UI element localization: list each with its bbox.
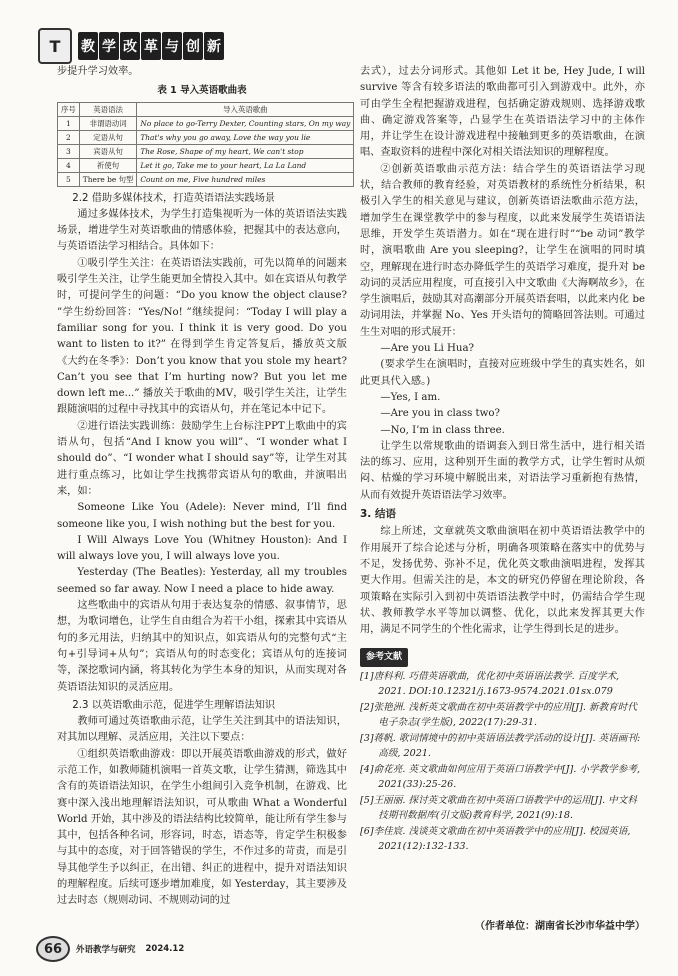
paragraph: ①吸引学生关注：在英语语法实践前，可先以简单的问题来吸引学生关注，让学生能更加全情投入其中。如在宾语从句教学时，可提问学生的问题：“Do you know the object clause? ”学生纷纷回答：“Yes/No! ”继续提问：“Today I will play a familiar song for you. I think it is very good. Do you want to listen to it?” 在得到学生肯定答复后，播放英文版《大约在冬季》：Don’t you know that you stole my heart? Can’t you see that I’m hurting now? But you let me down left me...” 播放关于歌曲的MV，吸引学生关注，让学生跟随演唱的过程中寻找其中的宾语从句，并在笔记本中记下。: [57, 257, 347, 416]
lyric-example: I Will Always Love You (Whitney Houston): And I will always love you, I will always love you.: [57, 534, 347, 563]
page-number: 66: [36, 936, 70, 962]
column-banner: [78, 32, 225, 60]
page-footer: [36, 936, 184, 962]
banner-char: 改: [120, 32, 140, 60]
paragraph: 通过多媒体技术，为学生打造集视听为一体的英语语法实践场景，增进学生对英语歌曲的情感体验，把握其中的表达意向，与英语语法学习相结合。具体如下：: [57, 208, 347, 253]
reference-item: [1]唐科利. 巧借英语歌曲，优化初中英语语法教学. 百度学术, 2021. DOI:10.12321/j.1673-9574.2021.01sx.079: [360, 670, 620, 698]
left-column: [57, 64, 351, 910]
dialogue-line: —Are you in class two?: [380, 408, 500, 420]
paragraph: 让学生以常规歌曲的语调套入到日常生活中，进行相关语法的练习、应用，这种别开生面的教学方式，让学生暂时从烦闷、枯燥的学习环境中解脱出来，对语法学习重新抱有热情，从而有效提升英语语法学习效率。: [360, 440, 645, 501]
section-heading: 2.2 借助多媒体技术，打造英语语法实践场景: [72, 192, 276, 204]
table-row: [58, 116, 354, 130]
table-header: 序号: [58, 102, 80, 116]
issue-number: 2024.12: [145, 944, 185, 954]
references-list: [360, 669, 645, 855]
banner-char: 新: [204, 32, 224, 60]
paragraph: ②进行语法实践训练：鼓励学生上台标注PPT上歌曲中的宾语从句，包括“And I know you will”、“I wonder what I should do”、“I wonder what I should say”等，让学生对其进行重点练习，比如让学生找携带宾语从句的歌曲，并演唱出来，如：: [57, 420, 347, 497]
table-cell: 祈使句: [79, 158, 137, 172]
table-cell: No place to go-Terry Dexter, Counting stars, On my way: [137, 116, 354, 130]
dialogue-line: —Yes, I am.: [380, 391, 441, 403]
table-cell: Let it go, Take me to your heart, La La Land: [137, 158, 354, 172]
paragraph: ①组织英语歌曲游戏：即以开展英语歌曲游戏的形式，做好示范工作，如教师随机演唱一首英文歌，让学生猜测，筛选其中含有的英语语法知识，在学生小组间引入竞争机制，在游戏、比赛中深入浅出地理解语法知识，可从歌曲 What a Wonderful World 开始，其中涉及的语法结构比较简单，能让所有学生参与其中，包括各种名词，形容词，时态，语态等，肯定学生积极参与其中的态度，对于回答错误的学生，不作过多的苛责，而是引导其他学生予以纠正，在出错、纠正的进程中，提升对语法知识的理解程度。后续可逐步增加难度，如 Yesterday，其主要涉及过去时态（规则动词、不规则动词的过: [57, 748, 347, 907]
table-cell: There be 句型: [79, 172, 137, 186]
table-cell: The Rose, Shape of my heart, We can't stop: [137, 144, 354, 158]
table-cell: 4: [58, 158, 80, 172]
reference-item: [6]李佳宸. 浅谈英文歌曲在初中英语教学中的应用[J]. 校园英语, 2021(12):132-133.: [360, 825, 631, 853]
table-cell: 2: [58, 130, 80, 144]
table-cell: 3: [58, 144, 80, 158]
table-cell: That's why you go away, Love the way you lie: [137, 130, 354, 144]
reference-item: [5]王丽丽. 探讨英文歌曲在初中英语口语教学中的运用[J]. 中文科技期刊数据库(引文版)教育科学, 2021(9):18.: [360, 794, 637, 822]
dialogue-note: (要求学生在演唱时，直接对应班级中学生的真实姓名，如此更具代入感。): [360, 359, 645, 387]
author-affiliation: （作者单位：湖南省长沙市华益中学）: [475, 921, 645, 932]
section-heading: 3. 结语: [360, 508, 396, 521]
banner-char: 教: [78, 32, 98, 60]
dialogue-line: —Are you Li Hua?: [380, 343, 475, 355]
song-table: [57, 102, 354, 187]
column-logo-icon: T: [38, 28, 72, 64]
table-header: 英语语法: [79, 102, 137, 116]
table-cell: 1: [58, 116, 80, 130]
table-cell: 5: [58, 172, 80, 186]
table-cell: 非谓语动词: [79, 116, 137, 130]
table-header-row: [58, 102, 354, 116]
table-row: [58, 172, 354, 186]
banner-char: 与: [162, 32, 182, 60]
paragraph: 去式），过去分词形式。其他如 Let it be, Hey Jude, I will survive 等含有较多语法的歌曲都可引入到游戏中。此外，亦可由学生全程把握游戏进程，包括确定游戏规则、选择游戏歌曲、确定游戏答案等，凸显学生在英语语法学习中的主体作用，并让学生在设计游戏进程中接触到更多的英语歌曲，在演唱、查取资料的进程中深化对相关语法知识的理解程度。: [360, 66, 645, 159]
section-heading: 2.3 以英语歌曲示范，促进学生理解语法知识: [72, 699, 276, 711]
journal-name: 外语教学与研究: [76, 945, 136, 955]
table-header: 导入英语歌曲: [137, 102, 354, 116]
banner-char: 革: [141, 32, 161, 60]
column-header: [38, 28, 225, 64]
references-heading: 参考文献: [360, 648, 408, 666]
reference-item: [2]张艳洲. 浅析英文歌曲在初中英语教学中的应用[J]. 新教育时代电子杂志(学生版), 2022(17):29-31.: [360, 701, 637, 729]
banner-char: 学: [99, 32, 119, 60]
table-cell: 宾语从句: [79, 144, 137, 158]
table-row: [58, 144, 354, 158]
table-caption: 表 1 导入英语歌曲表: [157, 85, 247, 97]
lyric-example: Someone Like You (Adele): Never mind, I’ll find someone like you, I wish nothing but the best for you.: [57, 502, 347, 530]
dialogue-line: —No, I’m in class three.: [380, 424, 505, 436]
paragraph: 步提升学习效率。: [57, 66, 139, 77]
table-row: [58, 158, 354, 172]
paragraph: 这些歌曲中的宾语从句用于表达复杂的情感、叙事情节，思想，为歌词增色，让学生自由组合为若干小组，探索其中宾语从句的多元用法，归纳其中的知识点，如宾语从句的完整句式“主句+引导词+从句”；宾语从句的时态变化；宾语从句的连接词等，深挖歌词内涵，将其转化为学生本身的知识，从而实现对各英语语法知识的灵活应用。: [57, 600, 347, 693]
paragraph: 教师可通过英语歌曲示范，让学生关注到其中的语法知识，对其加以理解、灵活应用，关注以下要点：: [57, 716, 347, 744]
table-row: [58, 130, 354, 144]
reference-item: [4]俞花亮. 英文歌曲如何应用于英语口语教学中[J]. 小学教学参考, 2021(33):25-26.: [360, 763, 641, 791]
table-cell: 定语从句: [79, 130, 137, 144]
table-cell: Count on me, Five hundred miles: [137, 172, 354, 186]
paragraph: ②创新英语歌曲示范方法：结合学生的英语语法学习现状，结合教师的教育经验，对英语教材的系统性分析结果，积极引入学生的相关意见与建议，创新英语语法歌曲示范方法，增加学生在课堂教学中的参与程度，以此来发展学生英语语法思维，开发学生英语潜力。如在“现在进行时”“be 动词”教学时，演唱歌曲 Are you sleeping?，让学生在演唱的同时填空，理解现在进行时态办降低学生的英语学习难度，提升对 be 动词的灵活应用程度，可直接引入中文歌曲《大海啊故乡》，在学生演唱后，鼓励其对高潮部分开展英语套唱，以此来内化 be 动词用法，并掌握 No、Yes 开头语句的简略回答法则。可通过生生对唱的形式展开：: [360, 163, 645, 338]
banner-char: 创: [183, 32, 203, 60]
reference-item: [3]蒋帆. 歌词情境中的初中英语语法教学活动的设计[J]. 英语画刊:高级, 2021.: [360, 732, 641, 760]
paragraph: 综上所述，文章就英文歌曲演唱在初中英语语法教学中的作用展开了综合论述与分析，明确各项策略在落实中的优势与不足，发扬优势、弥补不足，优化英文歌曲演唱进程，发挥其更大作用。但需关注的是，本文的研究仍停留在理论阶段，各项策略在实际引入到初中英语语法教学中时，仍需结合学生现状、教师教学水平等加以调整、优化，以此来发挥其更大作用，满足不同学生的个性化需求，让学生得到长足的进步。: [360, 526, 645, 636]
lyric-example: Yesterday (The Beatles): Yesterday, all my troubles seemed so far away. Now I need a place to hide away.: [57, 567, 347, 595]
right-column: [360, 64, 645, 855]
